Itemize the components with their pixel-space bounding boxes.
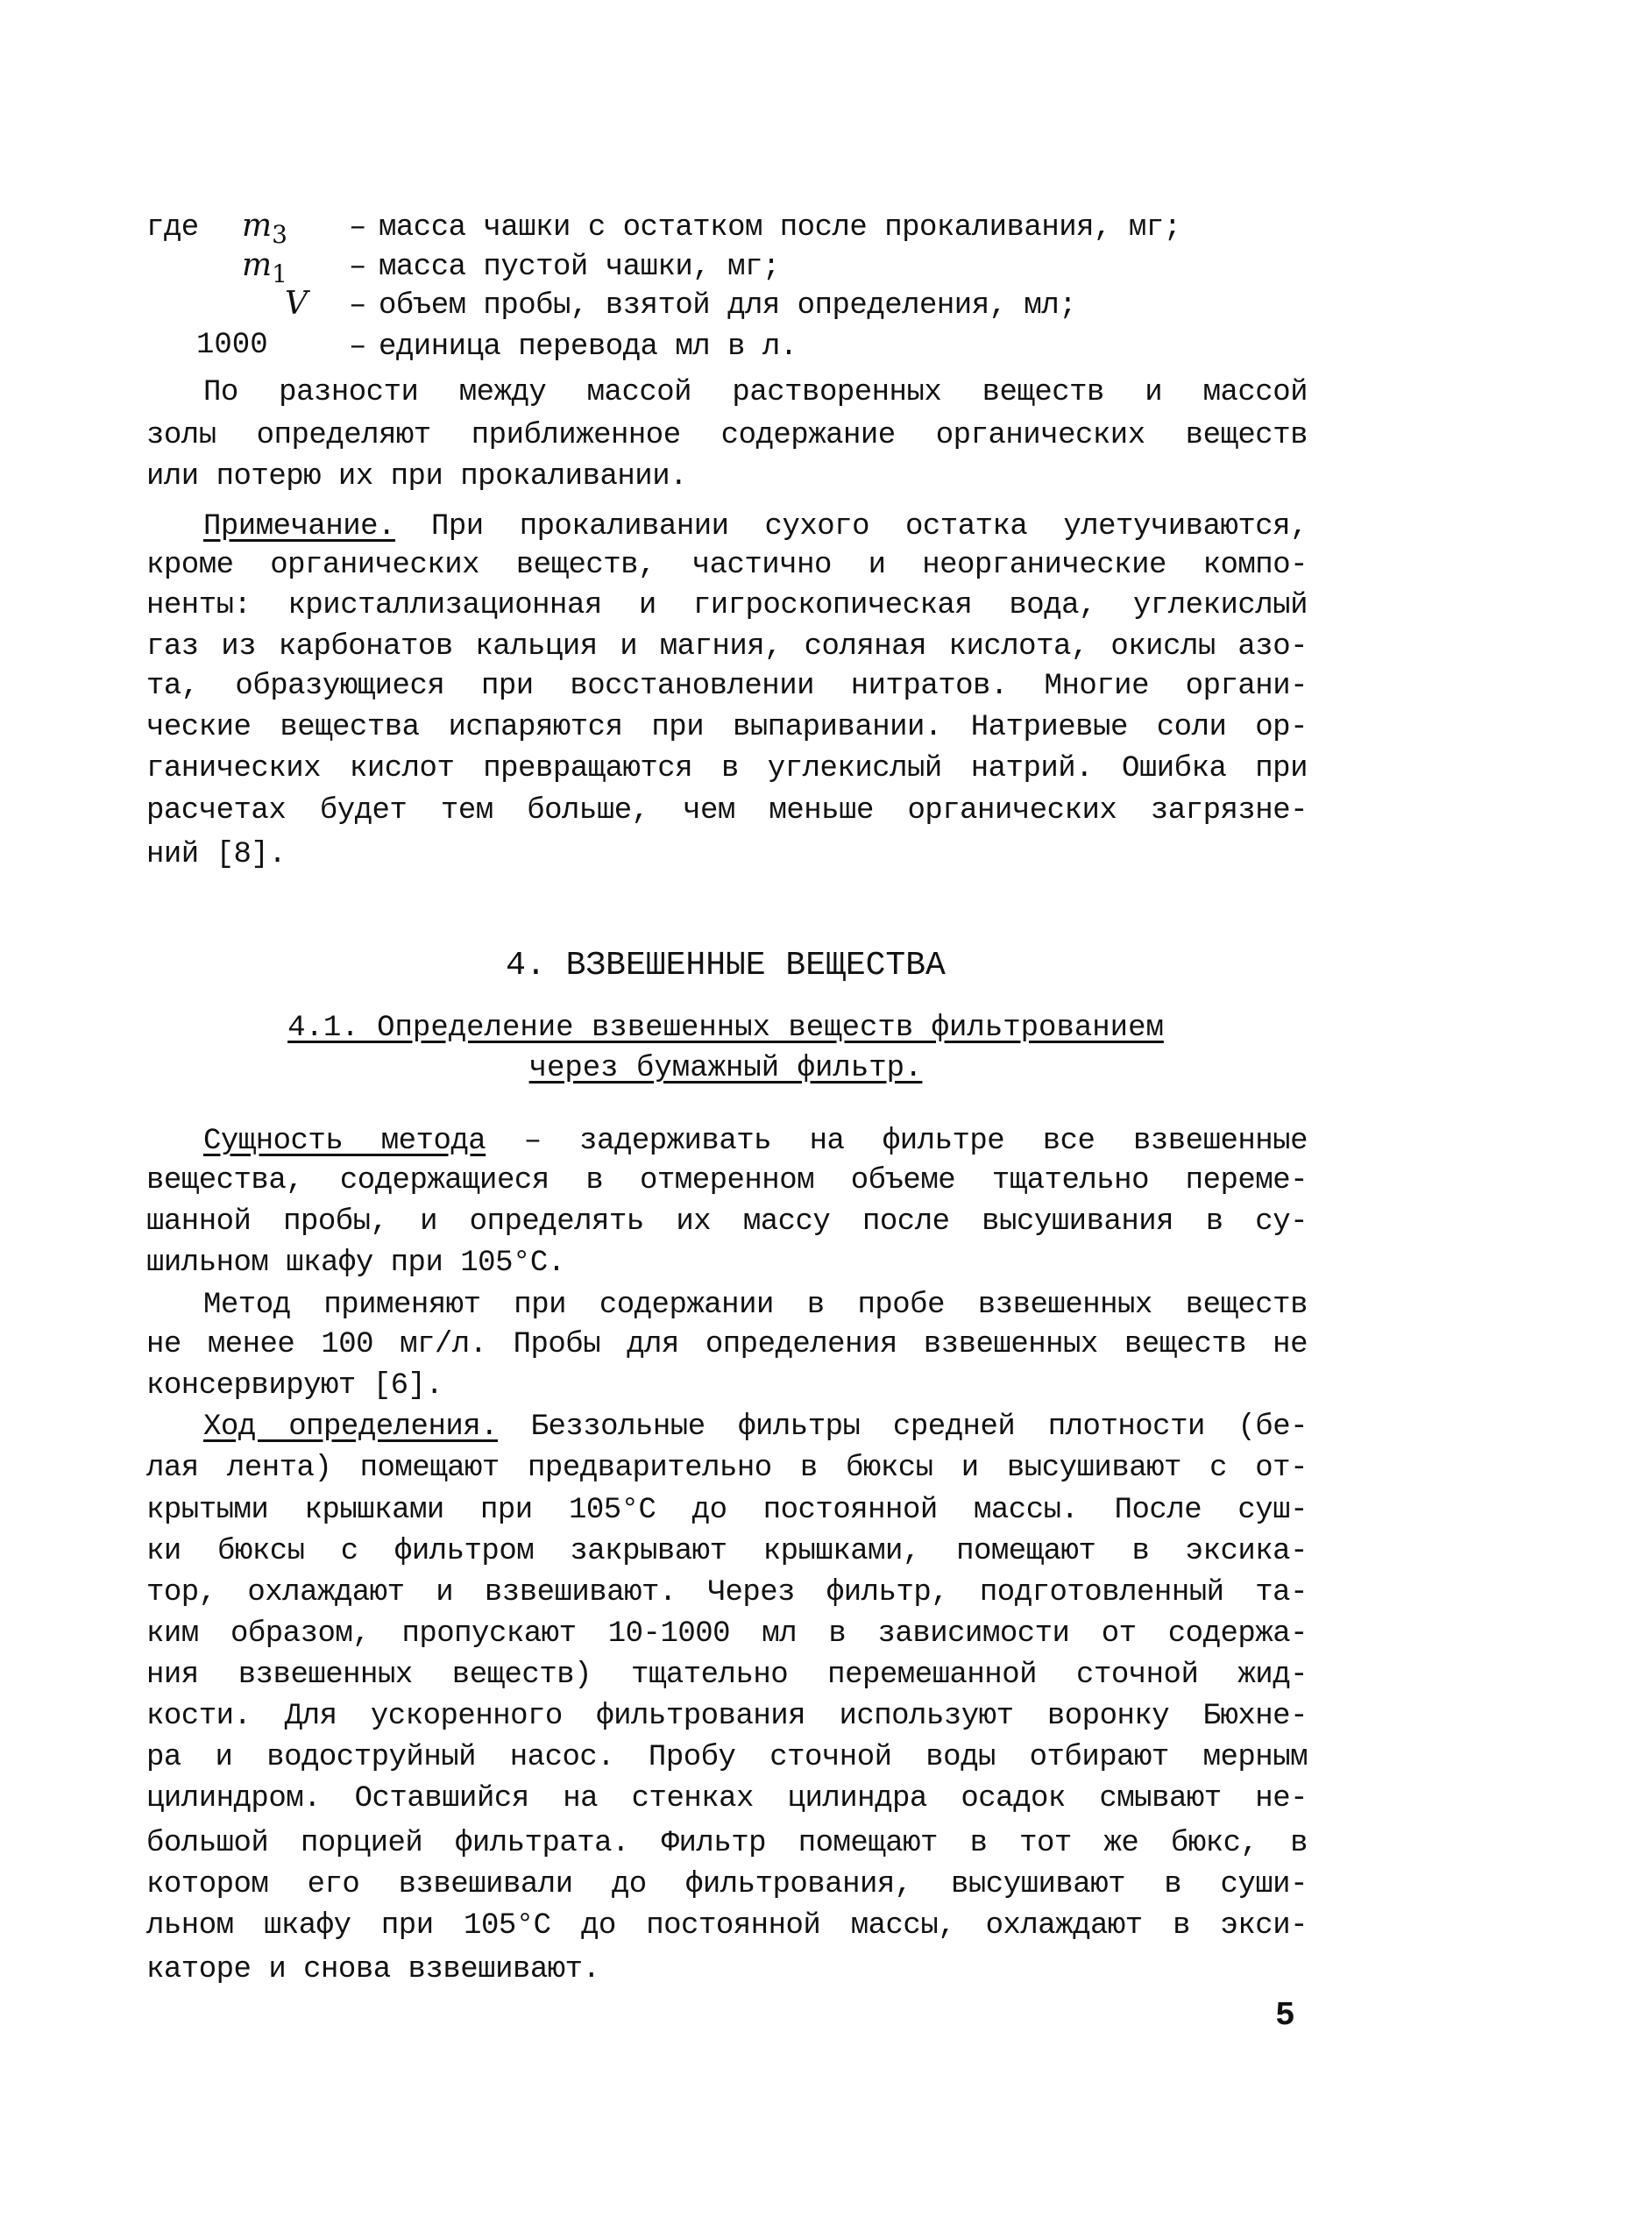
procedure-line: тор, охлаждают и взвешивают. Через фильтр, подготовленный та- [146,1576,1308,1609]
note-line: ганических кислот превращаются в углекислый натрий. Ошибка при [146,752,1308,785]
procedure-line: цилиндром. Оставшийся на стенках цилиндра осадок смывают не- [146,1782,1308,1815]
page-number: 5 [1275,1997,1295,2035]
paragraph-line: или потерю их при прокаливании. [146,460,688,494]
underlined-label: Примечание. [203,510,395,544]
legend-symbol [242,248,287,292]
procedure-line: ра и водоструйный насос. Пробу сточной воды отбирают мерным [146,1741,1308,1774]
procedure-line: льном шкафу при 105°С до постоянной массы, охлаждают в экси- [146,1909,1308,1943]
procedure-line: ки бюксы с фильтром закрывают крышками, помещают в эксика- [146,1535,1308,1568]
procedure-line: кости. Для ускоренного фильтрования используют воронку Бюхне- [146,1700,1308,1733]
essence-line: шанной пробы, и определять их массу после высушивания в су- [146,1205,1308,1239]
subsection-title: через бумажный фильтр. [528,1052,923,1085]
note-line: расчетах будет тем больше, чем меньше органических загрязне- [146,794,1308,828]
legend-symbol [196,328,268,363]
line-text: При прокаливании сухого остатка улетучиваются, [394,510,1308,544]
note-line: та, образующиеся при восстановлении нитратов. Многие органи- [146,670,1308,703]
method-line: не менее 100 мг/л. Пробы для определения взвешенных веществ не [146,1328,1308,1361]
note-line: ний [8]. [146,838,287,871]
symbol-text: V [285,286,308,322]
legend-dash: – [349,251,367,284]
legend-dash: – [349,211,367,245]
procedure-line: котором его взвешивали до фильтрования, высушивают в суши- [146,1868,1308,1901]
subsection-title: 4.1. Определение взвешенных веществ фильтрованием [287,1012,1164,1045]
legend-symbol [242,209,287,252]
symbol-subscript: 1 [272,259,287,289]
symbol-subscript: 3 [272,220,287,250]
paragraph-line: золы определяют приближенное содержание органических веществ [146,419,1308,452]
legend-description: единица перевода мл в л. [379,330,798,364]
note-line [203,509,1308,544]
method-line: консервируют [6]. [146,1369,443,1403]
symbol-text: m [242,247,273,283]
essence-line: вещества, содержащиеся в отмеренном объеме тщательно переме- [146,1164,1308,1197]
procedure-line: крытыми крышками при 105°С до постоянной массы. После суш- [146,1494,1308,1527]
procedure-line: ния взвешенных веществ) тщательно перемешанной сточной жид- [146,1659,1308,1692]
legend-description: масса чашки с остатком после прокаливания, мг; [379,211,1181,245]
paragraph-line: По разности между массой растворенных веществ и массой [203,376,1308,409]
legend-symbol [285,287,308,322]
legend-dash: – [349,330,367,364]
note-line: ческие вещества испаряются при выпаривании. Натриевые соли ор- [146,711,1308,744]
essence-line [203,1124,1308,1159]
legend-description: объем пробы, взятой для определения, мл; [379,289,1077,323]
method-line: Метод применяют при содержании в пробе взвешенных веществ [203,1289,1308,1322]
essence-line: шильном шкафу при 105°С. [146,1247,565,1280]
procedure-line: ким образом, пропускают 10-1000 мл в зависимости от содержа- [146,1617,1308,1651]
legend-dash: – [349,289,367,323]
note-line: кроме органических веществ, частично и неорганические компо- [146,549,1308,582]
legend-intro: где [146,211,199,245]
line-text: Беззольные фильтры средней плотности (бе- [498,1410,1308,1444]
procedure-line: каторе и снова взвешивают. [146,1953,600,1986]
procedure-line [203,1410,1308,1445]
symbol-text: 1000 [196,329,268,362]
underlined-label: Ход определения. [203,1410,499,1444]
procedure-line: лая лента) помещают предварительно в бюксы и высушивают с от- [146,1452,1308,1485]
legend-description: масса пустой чашки, мг; [379,251,780,284]
symbol-text: m [242,208,273,244]
line-text: – задерживать на фильтре все взвешенные [486,1125,1308,1158]
section-title: 4. ВЗВЕШЕННЫЕ ВЕЩЕСТВА [506,947,946,984]
procedure-line: большой порцией фильтрата. Фильтр помещают в тот же бюкс, в [146,1827,1308,1860]
underlined-label: Сущность метода [203,1125,486,1158]
note-line: газ из карбонатов кальция и магния, соляная кислота, окислы азо- [146,630,1308,664]
note-line: ненты: кристаллизационная и гигроскопическая вода, углекислый [146,589,1308,622]
